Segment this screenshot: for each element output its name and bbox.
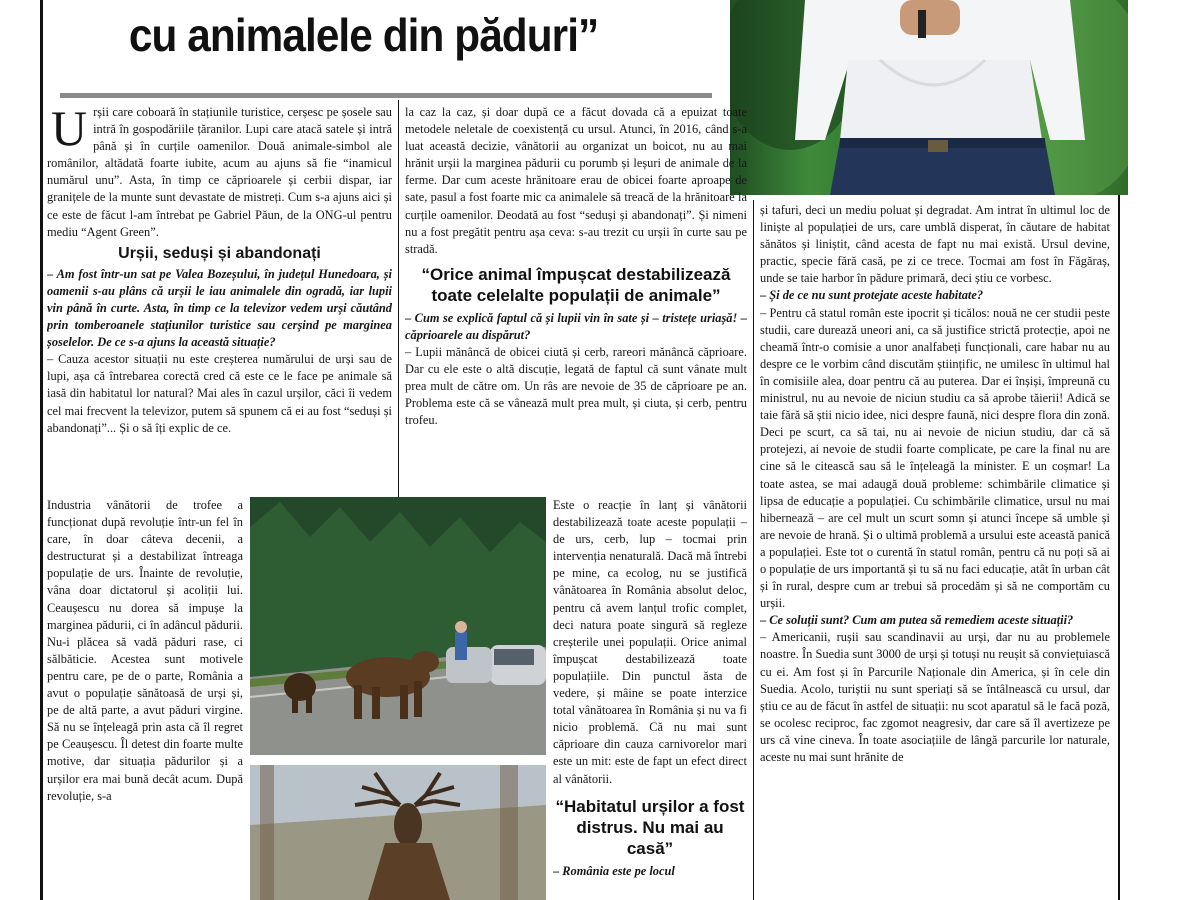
article-headline: cu animalele din păduri” [128, 9, 599, 61]
question-4: – Și de ce nu sunt protejate aceste habitate? [760, 288, 984, 303]
question-1: – Am fost într-un sat pe Valea Bozeșului, în județul Hunedoara, și oamenii s-au plâns că urșii le iau animalele din ogradă, iar lupii vin până în curte. Asta, în timp ce la televizor vedem urși căutând prin tomberoanele stațiunilor turistice sau cerșind pe marginea șoselelor. De ce s-a ajuns la această situație? [47, 266, 392, 350]
question-2: – Cum se explică faptul că și lupii vin în sate și – tristețe uriașă! – căprioarele au dispărut? [405, 310, 747, 342]
column-divider-1 [398, 100, 399, 498]
bears-on-road-photo [250, 497, 546, 755]
column-1-upper [47, 104, 392, 497]
bears-on-road-illustration [250, 497, 546, 755]
column-divider-2 [753, 200, 754, 900]
answer-5: – Americanii, rușii sau scandinavii au urși, dar nu au problemele noastre. În Suedia sunt 3000 de urși și totuși nu reușit să conviețuiască cu ei. Am fost și în Parcurile Naționale din America, și în cele din Suedia. Acolo, turiștii nu sunt speriați să se întâlnească cu ursul, dar știu ce au de făcut în astfel de situații: nu scot aparatul să le facă poză, se ocolesc reciproc, fac zgomot neagresiv, dar care să îl avertizeze pe urs că vine cineva. În toate asociațiile de lângă parcurile lor naturale, aceste nu mai sunt hrănite de [760, 630, 1110, 764]
question-5: – Ce soluții sunt? Cum am putea să remediem aceste situații? [760, 613, 1074, 628]
stag-photo [250, 765, 546, 900]
column-1-lower [47, 497, 243, 900]
speaker-photo [730, 0, 1128, 195]
column-2-narrow [553, 497, 747, 900]
answer-4: – Pentru că statul român este ipocrit și ticălos: nouă ne cer studii peste studii, care durează uneori ani, ca să justifice strictă protecție, apoi ne cheamă într-o comisie a unor analfabeți funcționali, care habar nu au despre ce le vorbim când discutăm științific, ne umilesc în ultimul hal în comisiile alea, doar pentru că au puterea. Dar ei înșiși, împreună cu ministrul, nu au nevoie de niciun studiu ca să aprobe tăierii! Adică se taie fără să știi nicio idee, nici despre faună, nici despre flora din zonă. Deci pe scurt, ca să tai, nu ai nevoie de niciun studiu, dar că să protejezi, ai nevoie de studii foarte complicate, pe care la final nu are cine să le citească sau să le înțeleagă la minister. E un coșmar! La toate astea, se mai adaugă două probleme: schimbările climatice și lipsa de educație a populației. Cu schimbările climatice, ursul nu mai hibernează – are cel mult un scurt somn și atunci începe să umble și are nevoie de hrană. Și o ultimă problemă a ursului este această panică a populației. Este tot o curentă în statul român, pentru că nu poți să ai o populație de urs importantă și tu să nu faci educație, atât în urban cât și în rural, despre cum ar trebui să procedăm și să ne comportăm cu urșii. [760, 305, 1110, 611]
column-2-opening: la caz la caz, și doar după ce a făcut dovada că a epuizat toate metodele neletale de coexistență cu ursul. Atunci, în 2016, când s-a luat această decizie, vânătorii au organizat un boicot, nu au mai hrănit urșii la marginea pădurii cu porumb și leșuri de animale de la ferme. Dar cum aceste hrănitoare erau de obicei foarte aproape de sate, pasul a fost foarte mic ca animalele să treacă de la hrănitoare la curțile oamenilor. Deodată au fost “seduși și abandonați”. Și nimeni nu a fost pregătit pentru așa ceva: s-au trezit cu urșii în curte sau pe stradă. [405, 105, 747, 256]
answer-1: – Cauza acestor situații nu este creșterea numărului de urși sau de lupi, așa că întrebarea corectă cred că este ce le face pe animale să iasă din habitatul lor natural? Mai ales în cazul urșilor, căci îi vedem cel mai frecvent la televizor, putem să spunem că ei au fost “seduși și abandonați”... Și o să îți explic de ce. [47, 352, 392, 435]
question-3-start: – România este pe locul [553, 863, 675, 878]
answer-2-continued: Este o reacție în lanț și vânătorii destabilizează toate aceste populații – de urs, cerb, lup – tocmai prin intervenția nenaturală. Dacă mă întrebi pe mine, ca ecolog, nu se justifică vânătoarea în România absolut deloc, pentru că avem lanțul trofic complet, deci natura poate singură să regleze creșterile unei populații. Orice animal împușcat destabilizează toate populațiile. Din punctul ăsta de vedere, și mâine se poate interzice total vânătoarea în România și nu va fi nicio problemă. Că nu mai sunt căprioare din cauza carnivorelor mari este un mit: este de fapt un efect direct al vânătorii. [553, 498, 747, 786]
answer-1-continued: Industria vânătorii de trofee a funcționat după revoluție într-un fel în care, în doar câteva decenii, a destructurat și a destabilizat întreaga populație de urs. Înainte de revoluție, vâna doar dictatorul și acoliții lui. Ceaușescu nu dorea să impușe la marginea pădurii, ci în adâncul pădurii. Nu-i plăcea să vadă păduri rase, ci sălbăticie. Acestea sunt motivele pentru care, pe de o parte, România a avut o populație sănătoasă de urși și, pe de altă parte, a avut păduri virgine. Să nu se înțeleagă prin asta că îl regret pe Ceaușescu. Îl detest din foarte multe motive, dar situația pădurilor și a urșilor era mai bună decât acum. După revoluție, s-a [47, 498, 243, 803]
subheading-ursii: Urșii, seduși și abandonați [118, 244, 321, 262]
left-page-border [40, 0, 43, 900]
answer-2: – Lupii mănâncă de obicei ciută și cerb, rareori mănâncă căprioare. Dar cu ele este o altă discuție, legată de faptul că sunt vânate mult prea mult de către om. Un râs are nevoie de 35 de căprioare pe an. Problema este că se vânează mult prea mult, și ciuta, și cerb, pentru trofeu. [405, 345, 747, 428]
intro-paragraph: rșii care coboară în stațiunile turistice, cerșesc pe șosele sau intră în gospodăriile țăranilor. Lupi care atacă satele și intră până și în curțile oamenilor. Două animale-simbol ale românilor, altădată foarte iubite, acum au ajuns să fie “inamicul numărul unu”. Asta, în timp ce căprioarele și cerbii dispar, iar granițele de la munte sunt devastate de mistreți. Cum s-a ajuns aici și ce este de făcut l-am întrebat pe Gabriel Păun, de la ONG-ul pentru mediu “Agent Green”. [47, 105, 392, 239]
right-page-border [1118, 195, 1120, 900]
column-2-upper [405, 104, 747, 497]
stag-illustration [250, 765, 546, 900]
pull-quote-1: “Orice animal împușcat destabilizează toate celelalte populații de animale” [421, 264, 731, 305]
column-3-opening: și tafuri, deci un mediu poluat și degradat. Am intrat în ultimul loc de liniște al populației de urs, care umblă disperat, în căutare de habitat sănătos și liniștit, când acesta de fapt nu mai există. Ursul devine, practic, specie fără casă, pe zi ce trece. Tocmai am fost în Făgăraș, unde se taie harbor în pădure primară, deci știu ce vorbesc. [760, 203, 1110, 286]
pull-quote-2: “Habitatul urșilor a fost distrus. Nu mai au casă” [555, 796, 745, 858]
headline-rule [60, 93, 712, 98]
drop-cap: U [51, 104, 88, 156]
column-3 [760, 202, 1110, 900]
speaker-photo-illustration [730, 0, 1128, 195]
